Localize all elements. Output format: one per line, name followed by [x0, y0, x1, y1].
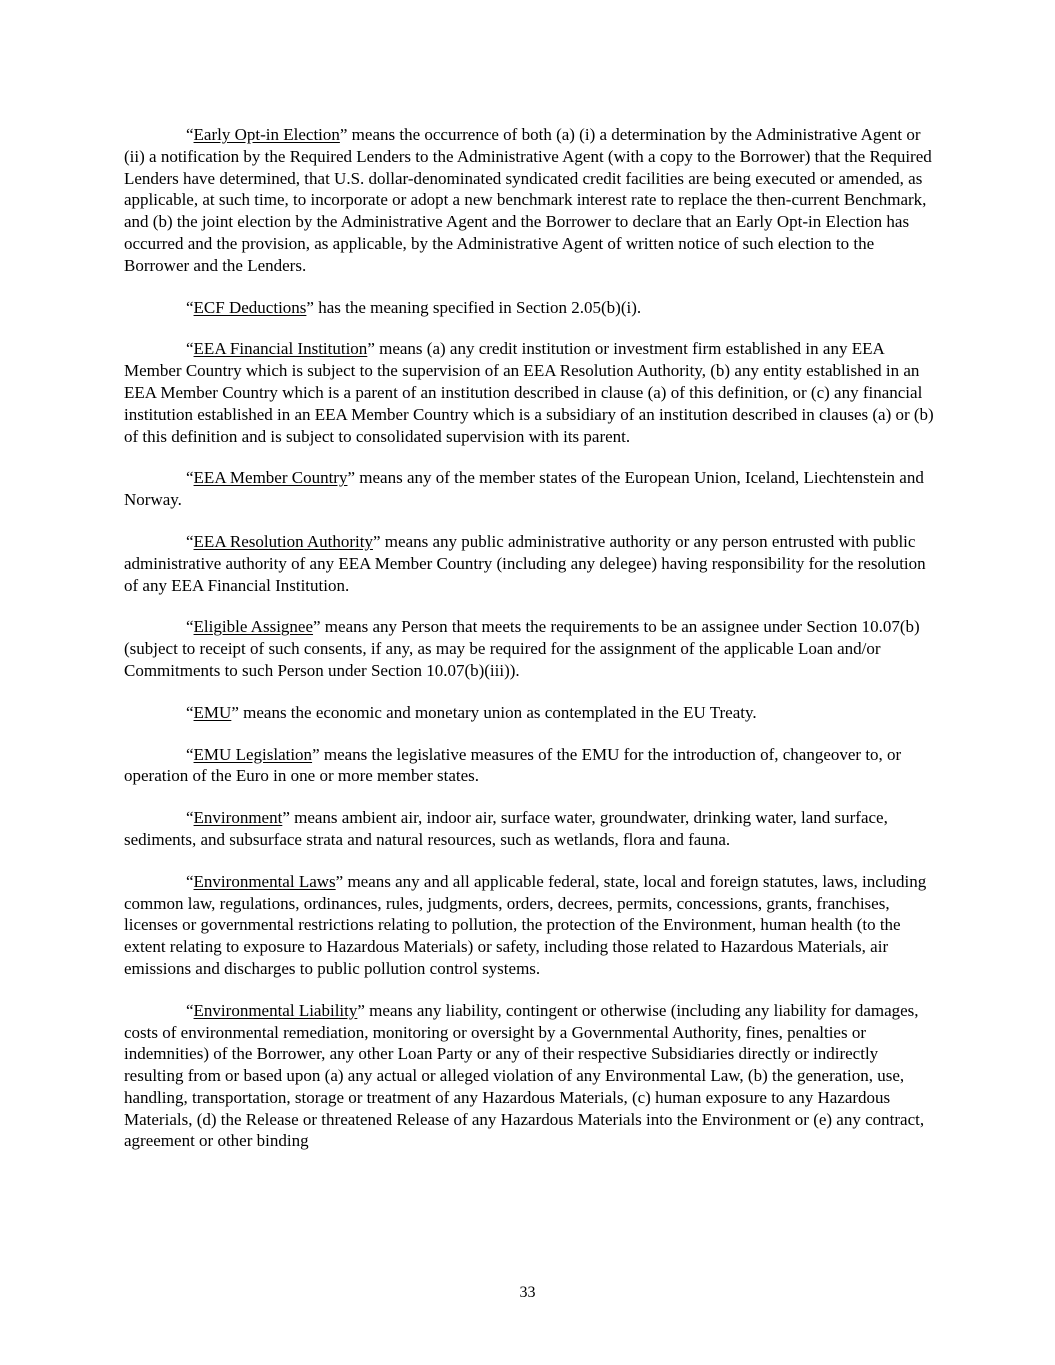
open-quote: “ [186, 702, 194, 722]
definition-eea-member-country [124, 467, 936, 511]
defined-term: EEA Financial Institution [193, 339, 368, 359]
definitions-section [124, 124, 936, 1172]
definition-environmental-liability [124, 1000, 936, 1153]
defined-term: Early Opt-in Election [193, 125, 340, 144]
definition-text: ” means any and all applicable federal, state, local and foreign statutes, laws, including common law, regulations, ordinances, rules, judgments, orders, decrees, permits, concessions, grants, franchises, licenses or governmental restrictions relating to pollution, the protection of the Environment, human health (to the extent relating to exposure to Hazardous Materials) or safety, including those related to Hazardous Materials, air emissions and discharges to public pollution control systems. [124, 871, 927, 978]
defined-term: Environmental Liability [193, 1000, 358, 1020]
defined-term: Environmental Laws [193, 871, 336, 891]
definition-text: ” means any public administrative authority or any person entrusted with public administrative authority of any EEA Member Country (including any delegee) having responsibility for the resolution of any EEA Financial Institution. [124, 531, 926, 595]
definition-environment [124, 807, 936, 851]
open-quote: “ [186, 1000, 194, 1020]
definition-text: ” means the occurrence of both (a) (i) a determination by the Administrative Agent or (ii) a notification by the Required Lenders to the Administrative Agent (with a copy to the Borrower) that the Required Lenders have determined, that U.S. dollar-denominated syndicated credit facilities are being executed or amended, as applicable, at such time, to incorporate or adopt a new benchmark interest rate to replace the then-current Benchmark, and (b) the joint election by the Administrative Agent and the Borrower to declare that an Early Opt-in Election has occurred and the provision, as applicable, by the Administrative Agent of written notice of such election to the Borrower and the Lenders. [124, 125, 932, 275]
definition-emu [124, 702, 936, 724]
defined-term: EEA Resolution Authority [193, 531, 373, 551]
definition-text: ” means the economic and monetary union as contemplated in the EU Treaty. [231, 702, 757, 722]
definition-text: ” means the legislative measures of the EMU for the introduction of, changeover to, or operation of the Euro in one or more member states. [124, 744, 902, 786]
open-quote: “ [186, 468, 194, 488]
open-quote: “ [186, 808, 194, 828]
defined-term: EMU Legislation [193, 744, 313, 764]
definition-early-opt-in-election [124, 124, 936, 277]
definition-eea-financial-institution [124, 338, 936, 447]
definition-ecf-deductions [124, 297, 936, 319]
page-number: 33 [519, 1284, 536, 1301]
open-quote: “ [186, 297, 194, 317]
open-quote: “ [186, 531, 194, 551]
open-quote: “ [186, 617, 194, 637]
defined-term: Eligible Assignee [193, 617, 314, 637]
definition-text: ” has the meaning specified in Section 2.05(b)(i). [306, 297, 642, 317]
definition-eligible-assignee [124, 616, 936, 681]
open-quote: “ [186, 339, 194, 359]
open-quote: “ [186, 744, 194, 764]
open-quote: “ [186, 871, 194, 891]
definition-text: ” means any liability, contingent or otherwise (including any liability for damages, costs of environmental remediation, monitoring or oversight by a Governmental Authority, fines, penalties or indemnities) of the Borrower, any other Loan Party or any of their respective Subsidiaries directly or indirectly resulting from or based upon (a) any actual or alleged violation of any Environmental Law, (b) the generation, use, handling, transportation, storage or treatment of any Hazardous Materials, (c) human exposure to any Hazardous Materials, (d) the Release or threatened Release of any Hazardous Materials into the Environment or (e) any contract, agreement or other binding [124, 1000, 925, 1151]
defined-term: ECF Deductions [193, 297, 307, 317]
definition-text: ” means (a) any credit institution or investment firm established in any EEA Member Country which is subject to the supervision of an EEA Resolution Authority, (b) any entity established in an EEA Member Country which is a parent of an institution described in clause (a) of this definition, or (c) any financial institution established in an EEA Member Country which is a subsidiary of an institution described in clauses (a) or (b) of this definition and is subject to consolidated supervision with its parent. [124, 339, 934, 446]
definition-text: ” means any of the member states of the European Union, Iceland, Liechtenstein and Norway. [124, 468, 924, 510]
definition-eea-resolution-authority [124, 531, 936, 596]
defined-term: EEA Member Country [193, 468, 348, 488]
definition-text: ” means ambient air, indoor air, surface water, groundwater, drinking water, land surface, sediments, and subsurface strata and natural resources, such as wetlands, flora and fauna. [124, 808, 888, 849]
definition-emu-legislation [124, 744, 936, 788]
definition-text: ” means any Person that meets the requirements to be an assignee under Section 10.07(b) (subject to receipt of such consents, if any, as may be required for the assignment of the applicable Loan and/or Commitments to such Person under Section 10.07(b)(iii)). [124, 617, 920, 680]
open-quote: “ [186, 125, 194, 144]
definition-environmental-laws [124, 871, 936, 980]
defined-term: EMU [193, 702, 232, 722]
defined-term: Environment [193, 808, 283, 828]
